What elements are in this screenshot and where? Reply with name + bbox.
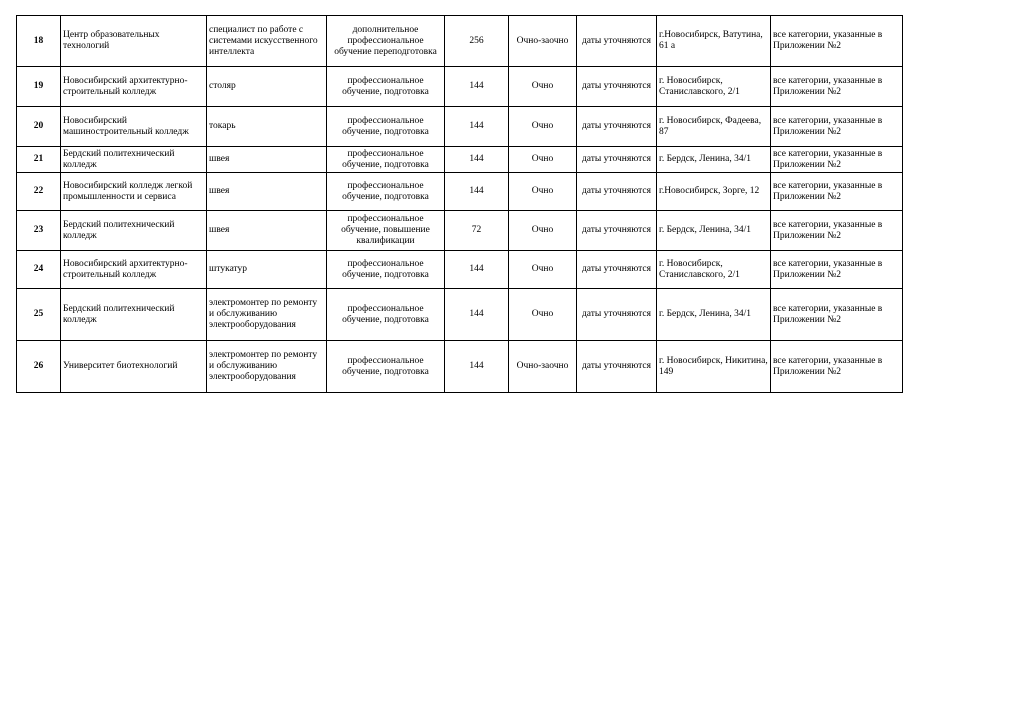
form-cell: Очно: [509, 147, 577, 173]
document-page: [16, 15, 903, 393]
hours-cell: 72: [445, 211, 509, 251]
program-cell: профессиональное обучение, подготовка: [327, 147, 445, 173]
row-number: 26: [17, 341, 61, 393]
table-row: [17, 289, 903, 341]
row-number: 20: [17, 107, 61, 147]
specialty-cell: швея: [207, 211, 327, 251]
categories-cell: все категории, указанные в Приложении №2: [771, 173, 903, 211]
dates-cell: даты уточняются: [577, 147, 657, 173]
row-number: 22: [17, 173, 61, 211]
dates-cell: даты уточняются: [577, 289, 657, 341]
organization-cell: Новосибирский архитектурно-строительный колледж: [61, 251, 207, 289]
categories-cell: все категории, указанные в Приложении №2: [771, 67, 903, 107]
address-cell: г. Бердск, Ленина, 34/1: [657, 211, 771, 251]
form-cell: Очно: [509, 211, 577, 251]
table-row: [17, 16, 903, 67]
address-cell: г.Новосибирск, Ватутина, 61 а: [657, 16, 771, 67]
hours-cell: 256: [445, 16, 509, 67]
specialty-cell: швея: [207, 147, 327, 173]
form-cell: Очно: [509, 173, 577, 211]
dates-cell: даты уточняются: [577, 251, 657, 289]
hours-cell: 144: [445, 107, 509, 147]
categories-cell: все категории, указанные в Приложении №2: [771, 211, 903, 251]
hours-cell: 144: [445, 251, 509, 289]
specialty-cell: электромонтер по ремонту и обслуживанию электрооборудования: [207, 289, 327, 341]
form-cell: Очно: [509, 289, 577, 341]
address-cell: г. Бердск, Ленина, 34/1: [657, 147, 771, 173]
organization-cell: Бердский политехнический колледж: [61, 211, 207, 251]
hours-cell: 144: [445, 67, 509, 107]
specialty-cell: токарь: [207, 107, 327, 147]
categories-cell: все категории, указанные в Приложении №2: [771, 289, 903, 341]
hours-cell: 144: [445, 147, 509, 173]
program-cell: профессиональное обучение, подготовка: [327, 107, 445, 147]
organization-cell: Бердский политехнический колледж: [61, 147, 207, 173]
form-cell: Очно: [509, 67, 577, 107]
address-cell: г. Новосибирск, Станиславского, 2/1: [657, 67, 771, 107]
form-cell: Очно-заочно: [509, 341, 577, 393]
dates-cell: даты уточняются: [577, 67, 657, 107]
hours-cell: 144: [445, 289, 509, 341]
categories-cell: все категории, указанные в Приложении №2: [771, 147, 903, 173]
table-row: [17, 173, 903, 211]
organization-cell: Центр образовательных технологий: [61, 16, 207, 67]
organization-cell: Университет биотехнологий: [61, 341, 207, 393]
table-row: [17, 107, 903, 147]
programs-table: [16, 15, 903, 393]
row-number: 23: [17, 211, 61, 251]
specialty-cell: специалист по работе с системами искусственного интеллекта: [207, 16, 327, 67]
categories-cell: все категории, указанные в Приложении №2: [771, 251, 903, 289]
address-cell: г.Новосибирск, Зорге, 12: [657, 173, 771, 211]
specialty-cell: штукатур: [207, 251, 327, 289]
row-number: 24: [17, 251, 61, 289]
program-cell: профессиональное обучение, подготовка: [327, 289, 445, 341]
table-row: [17, 147, 903, 173]
organization-cell: Новосибирский архитектурно-строительный колледж: [61, 67, 207, 107]
program-cell: профессиональное обучение, подготовка: [327, 341, 445, 393]
address-cell: г. Бердск, Ленина, 34/1: [657, 289, 771, 341]
categories-cell: все категории, указанные в Приложении №2: [771, 16, 903, 67]
address-cell: г. Новосибирск, Никитина, 149: [657, 341, 771, 393]
dates-cell: даты уточняются: [577, 16, 657, 67]
organization-cell: Новосибирский машиностроительный колледж: [61, 107, 207, 147]
program-cell: профессиональное обучение, повышение квалификации: [327, 211, 445, 251]
dates-cell: даты уточняются: [577, 211, 657, 251]
categories-cell: все категории, указанные в Приложении №2: [771, 107, 903, 147]
program-cell: профессиональное обучение, подготовка: [327, 67, 445, 107]
organization-cell: Новосибирский колледж легкой промышленности и сервиса: [61, 173, 207, 211]
hours-cell: 144: [445, 341, 509, 393]
specialty-cell: электромонтер по ремонту и обслуживанию электрооборудования: [207, 341, 327, 393]
address-cell: г. Новосибирск, Фадеева, 87: [657, 107, 771, 147]
table-row: [17, 251, 903, 289]
dates-cell: даты уточняются: [577, 107, 657, 147]
dates-cell: даты уточняются: [577, 173, 657, 211]
specialty-cell: швея: [207, 173, 327, 211]
organization-cell: Бердский политехнический колледж: [61, 289, 207, 341]
program-cell: профессиональное обучение, подготовка: [327, 173, 445, 211]
table-row: [17, 341, 903, 393]
table-row: [17, 211, 903, 251]
form-cell: Очно: [509, 251, 577, 289]
form-cell: Очно: [509, 107, 577, 147]
address-cell: г. Новосибирск, Станиславского, 2/1: [657, 251, 771, 289]
specialty-cell: столяр: [207, 67, 327, 107]
categories-cell: все категории, указанные в Приложении №2: [771, 341, 903, 393]
row-number: 18: [17, 16, 61, 67]
program-cell: дополнительное профессиональное обучение переподготовка: [327, 16, 445, 67]
form-cell: Очно-заочно: [509, 16, 577, 67]
program-cell: профессиональное обучение, подготовка: [327, 251, 445, 289]
row-number: 25: [17, 289, 61, 341]
hours-cell: 144: [445, 173, 509, 211]
dates-cell: даты уточняются: [577, 341, 657, 393]
row-number: 19: [17, 67, 61, 107]
row-number: 21: [17, 147, 61, 173]
table-row: [17, 67, 903, 107]
